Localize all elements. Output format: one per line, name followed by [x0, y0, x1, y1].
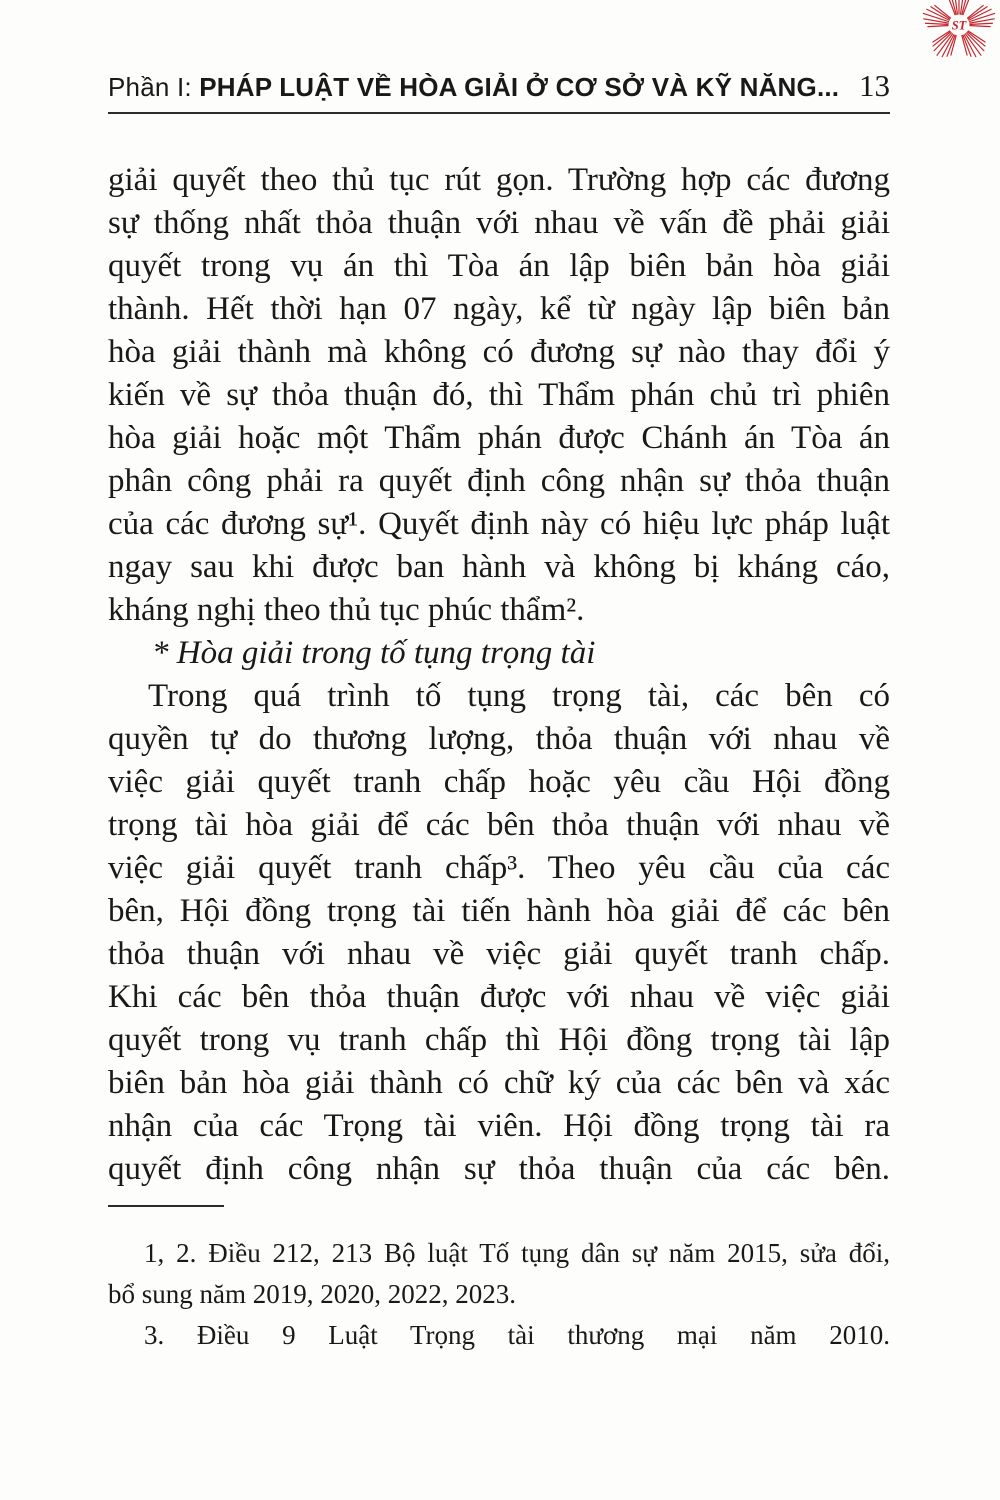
- text-line: kiến về sự thỏa thuận đó, thì Thẩm phán chủ trì phiên: [108, 377, 890, 413]
- text-line: phân công phải ra quyết định công nhận sự thỏa thuận: [108, 463, 890, 499]
- text-line: Khi các bên thỏa thuận được với nhau về việc giải: [108, 979, 890, 1015]
- text-line: hòa giải thành mà không có đương sự nào thay đổi ý: [108, 334, 890, 370]
- text-line: nhận của các Trọng tài viên. Hội đồng trọng tài ra: [108, 1108, 890, 1144]
- text-line: ngay sau khi được ban hành và không bị kháng cáo,: [108, 549, 890, 585]
- text-line: quyền tự do thương lượng, thỏa thuận với nhau về: [108, 721, 890, 757]
- text-line: thỏa thuận với nhau về việc giải quyết tranh chấp.: [108, 936, 890, 972]
- text-line: của các đương sự¹. Quyết định này có hiệu lực pháp luật: [108, 506, 890, 542]
- text-line: việc giải quyết tranh chấp³. Theo yêu cầu của các: [108, 850, 890, 886]
- publisher-star-logo: [920, 0, 998, 64]
- text-line: bên, Hội đồng trọng tài tiến hành hòa giải để các bên: [108, 893, 890, 929]
- header-title-text: PHÁP LUẬT VỀ HÒA GIẢI Ở CƠ SỞ VÀ KỸ NĂNG...: [199, 72, 840, 102]
- paragraph-court-mediation: [108, 159, 890, 632]
- text-line: sự thống nhất thỏa thuận với nhau về vấn đề phải giải: [108, 205, 890, 241]
- header-part-label: Phần I:: [108, 72, 192, 102]
- paragraph-arbitration-mediation: [108, 675, 890, 1191]
- footnote-1-continued: bổ sung năm 2019, 2020, 2022, 2023.: [108, 1279, 516, 1309]
- text-line: thành. Hết thời hạn 07 ngày, kể từ ngày lập biên bản: [108, 291, 890, 327]
- text-line: quyết trong vụ án thì Tòa án lập biên bản hòa giải: [108, 248, 890, 284]
- text-line: việc giải quyết tranh chấp hoặc yêu cầu Hội đồng: [108, 764, 890, 800]
- text-line: quyết định công nhận sự thỏa thuận của các bên.: [108, 1151, 890, 1187]
- body-text: [108, 159, 890, 1191]
- header-title-block: [108, 72, 839, 103]
- text-line: biên bản hòa giải thành có chữ ký của các bên và xác: [108, 1065, 890, 1101]
- page-number: 13: [859, 68, 890, 103]
- text-line: hòa giải hoặc một Thẩm phán được Chánh án Tòa án: [108, 420, 890, 456]
- footnote-1: 1, 2. Điều 212, 213 Bộ luật Tố tụng dân sự năm 2015, sửa đổi,: [144, 1238, 890, 1268]
- footnote-separator-rule: [108, 1205, 224, 1207]
- text-line: trọng tài hòa giải để các bên thỏa thuận với nhau về: [108, 807, 890, 843]
- text-line: Trong quá trình tố tụng trọng tài, các bên có: [148, 678, 890, 714]
- footnotes-section: [108, 1205, 890, 1356]
- section-heading: * Hòa giải trong tố tụng trọng tài: [152, 635, 596, 671]
- footnote-2: 3. Điều 9 Luật Trọng tài thương mại năm 2010.: [144, 1320, 890, 1350]
- text-line: quyết trong vụ tranh chấp thì Hội đồng trọng tài lập: [108, 1022, 890, 1058]
- logo-monogram: ST: [951, 18, 967, 33]
- running-header: [108, 0, 890, 114]
- text-line: kháng nghị theo thủ tục phúc thẩm².: [108, 592, 585, 628]
- text-line: giải quyết theo thủ tục rút gọn. Trường hợp các đương: [108, 162, 890, 198]
